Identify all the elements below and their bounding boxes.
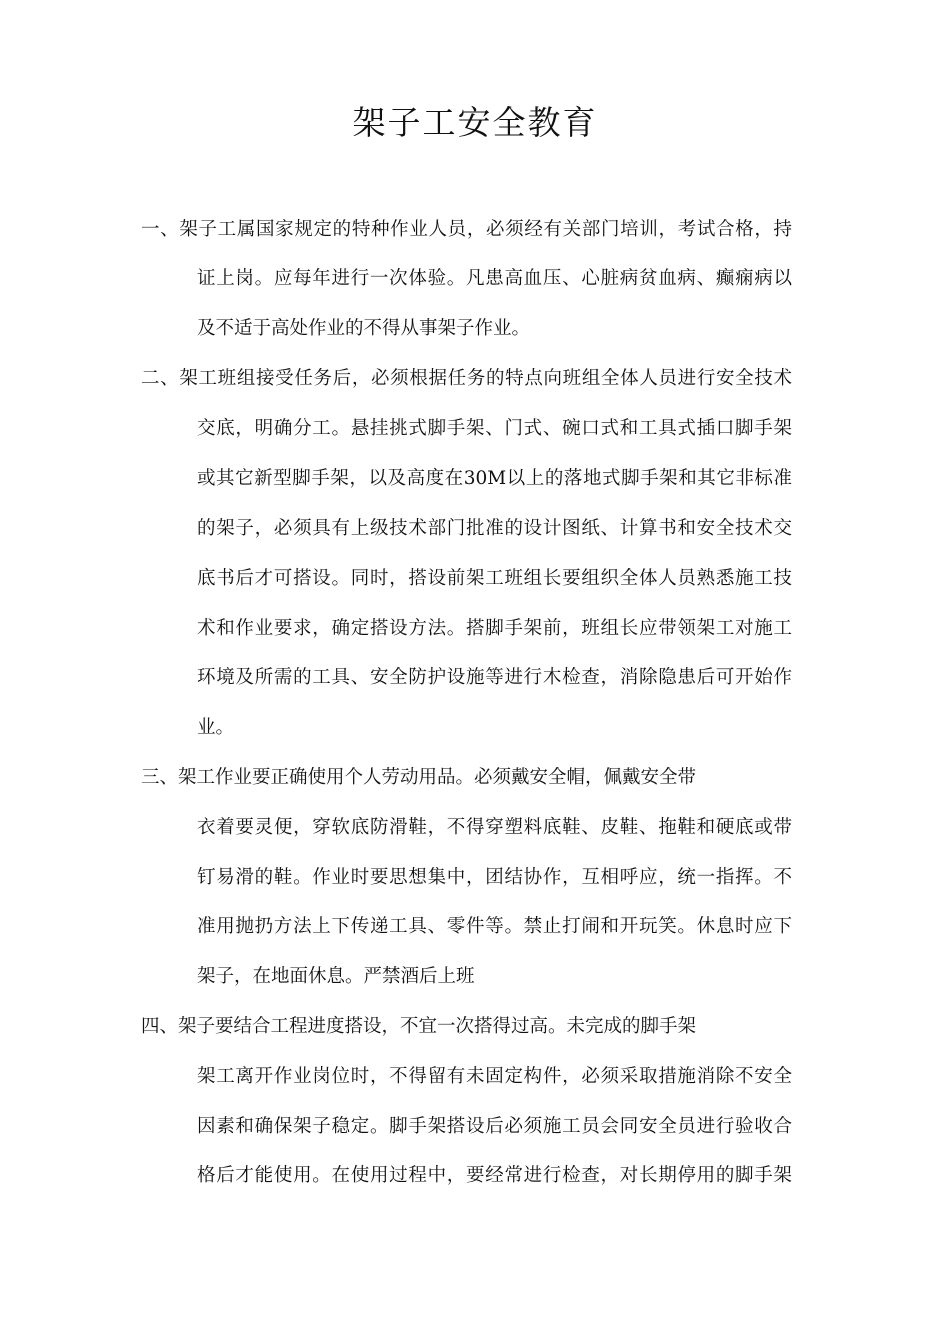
section-2-line: 底书后才可搭设。同时，搭设前架工班组长要组织全体人员熟悉施工技: [197, 568, 792, 589]
section-1-first-line: 一、架子工属国家规定的特种作业人员，必须经有关部门培训，考试合格，持: [141, 219, 792, 240]
section-3-line: 架子，在地面休息。严禁酒后上班: [197, 966, 475, 987]
section-2-line: 的架子，必须具有上级技术部门批准的设计图纸、计算书和安全技术交: [197, 518, 792, 539]
section-2-line: 业。: [197, 717, 235, 738]
section-3-line: 衣着要灵便，穿软底防滑鞋，不得穿塑料底鞋、皮鞋、拖鞋和硬底或带: [197, 817, 792, 838]
section-3-first-line: 三、架工作业要正确使用个人劳动用品。必须戴安全帽，佩戴安全带: [141, 767, 697, 788]
section-4-first-line: 四、架子要结合工程进度搭设，不宜一次搭得过高。未完成的脚手架: [141, 1016, 697, 1037]
section-4-line: 因素和确保架子稳定。脚手架搭设后必须施工员会同安全员进行验收合: [197, 1116, 792, 1137]
section-2-line: 或其它新型脚手架，以及高度在30M以上的落地式脚手架和其它非标准: [197, 468, 792, 489]
section-4-line: 架工离开作业岗位时，不得留有未固定构件，必须采取措施消除不安全: [197, 1066, 792, 1087]
section-2-line: 术和作业要求，确定搭设方法。搭脚手架前，班组长应带领架工对施工: [197, 618, 792, 639]
section-4-line: 格后才能使用。在使用过程中，要经常进行检查，对长期停用的脚手架: [197, 1165, 792, 1186]
section-3-line: 准用抛扔方法上下传递工具、零件等。禁止打闹和开玩笑。休息时应下: [197, 916, 792, 937]
document-title: 架子工安全教育: [352, 103, 598, 142]
section-1-line: 及不适于高处作业的不得从事架子作业。: [197, 318, 531, 339]
section-2-line: 交底，明确分工。悬挂挑式脚手架、门式、碗口式和工具式插口脚手架: [197, 418, 792, 439]
section-3-line: 钉易滑的鞋。作业时要思想集中，团结协作，互相呼应，统一指挥。不: [197, 867, 792, 888]
section-2-first-line: 二、架工班组接受任务后，必须根据任务的特点向班组全体人员进行安全技术: [141, 368, 792, 389]
section-1-line: 证上岗。应每年进行一次体验。凡患高血压、心脏病贫血病、癫痫病以: [197, 268, 792, 289]
section-2-line: 环境及所需的工具、安全防护设施等进行木检查，消除隐患后可开始作: [197, 667, 792, 688]
